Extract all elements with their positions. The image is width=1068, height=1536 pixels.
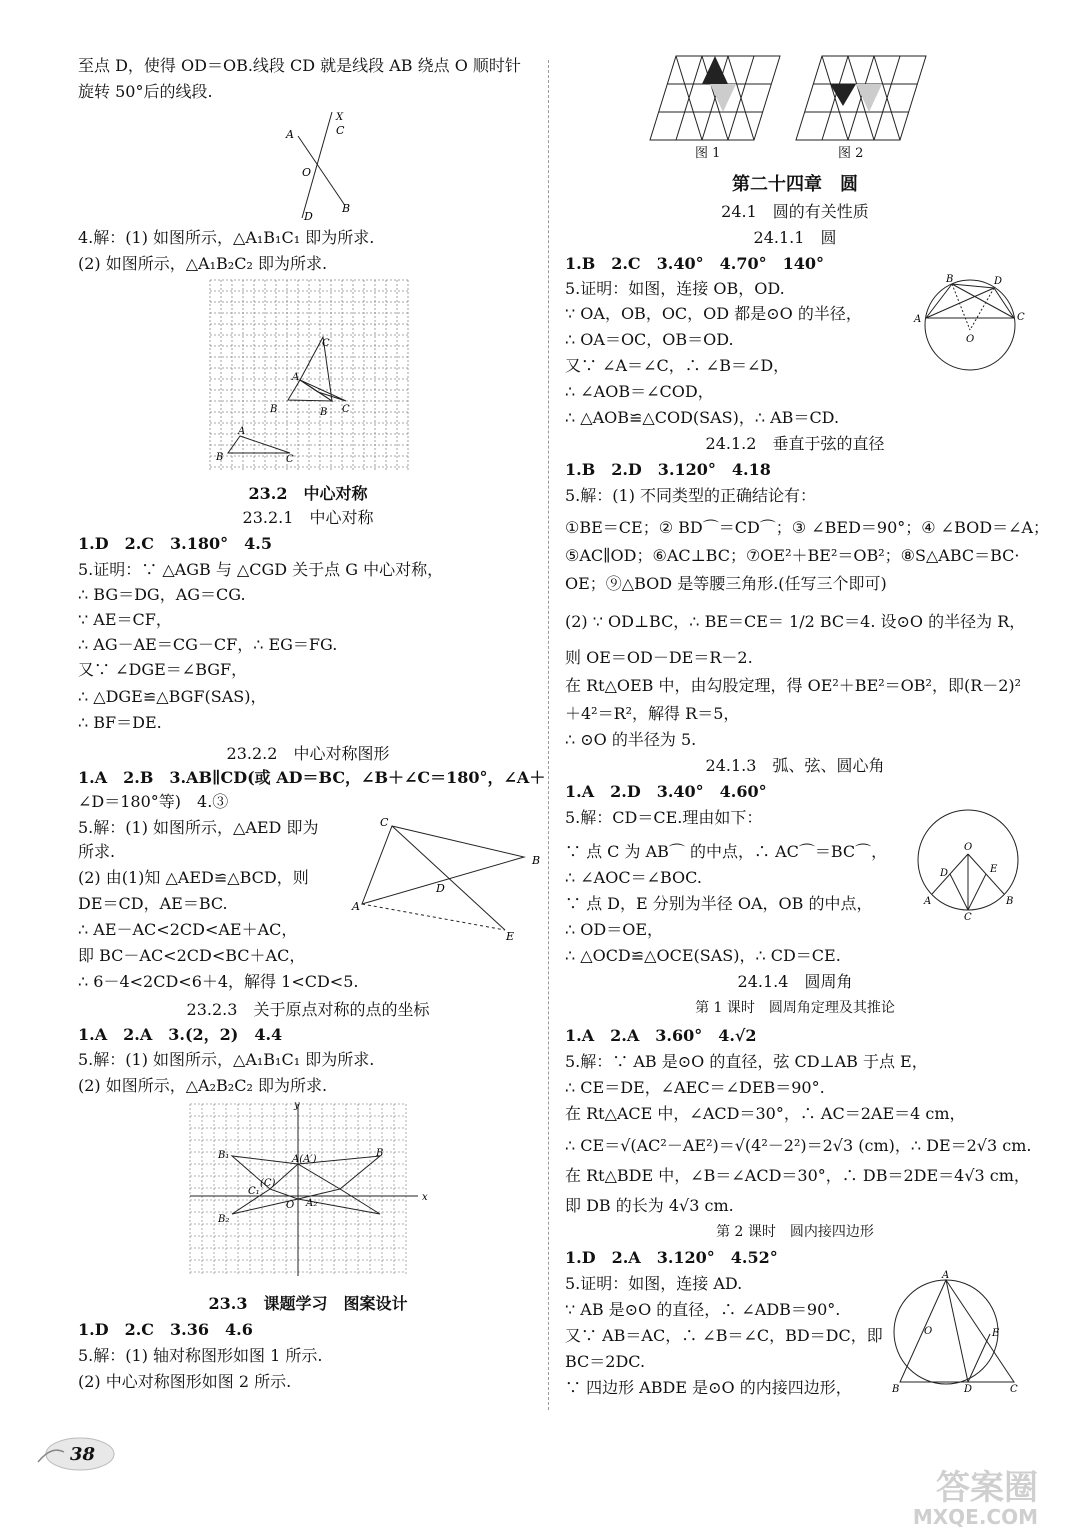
svg-text:B: B <box>376 1148 384 1159</box>
answers-line: 1.A 2.D 3.40° 4.60° <box>565 782 767 801</box>
svg-text:C: C <box>342 404 350 415</box>
svg-text:O: O <box>964 842 973 853</box>
svg-text:B: B <box>216 452 224 463</box>
watermark: 答案圈 MXQE.COM <box>912 1468 1038 1529</box>
left-line: ∴ BF＝DE. <box>78 713 162 732</box>
svg-text:A: A <box>238 426 246 437</box>
right-line: ①BE＝CE；② BD⌒＝CD⌒；③ ∠BED＝90°；④ ∠BOD＝∠A； <box>565 518 1050 537</box>
svg-text:B₂: B₂ <box>218 1214 230 1225</box>
left-line: (2) 由(1)知 △AED≌△BCD，则 <box>78 868 309 887</box>
left-line: (2) 如图所示，△A₂B₂C₂ 即为所求. <box>78 1076 328 1095</box>
left-line: 至点 D，使得 OD＝OB.线段 CD 就是线段 AB 绕点 O 顺时针 <box>78 56 521 75</box>
right-line: ∵ OA，OB，OC，OD 都是⊙O 的半径， <box>565 304 862 323</box>
section-heading: 23.3 课题学习 图案设计 <box>208 1294 408 1313</box>
left-line: ∠D＝180°等) 4.③ <box>78 792 229 811</box>
svg-text:B: B <box>342 202 351 215</box>
left-line: 5.解：(1) 如图所示，△AED 即为 <box>78 818 319 837</box>
circle-figure-1 <box>910 272 1050 382</box>
svg-text:E: E <box>992 1328 1000 1339</box>
answers-line: 1.D 2.A 3.120° 4.52° <box>565 1248 778 1267</box>
right-line: OE；⑨△BOD 是等腰三角形.(任写三个即可) <box>565 574 887 593</box>
svg-text:D: D <box>436 882 445 895</box>
answers-line: 1.D 2.C 3.36 4.6 <box>78 1320 253 1339</box>
right-line: ∵ 四边形 ABDE 是⊙O 的内接四边形， <box>565 1378 852 1397</box>
chapter-title: 第二十四章 圆 <box>732 174 858 195</box>
svg-text:B₁: B₁ <box>218 1150 230 1161</box>
lesson-heading: 第 1 课时 圆周角定理及其推论 <box>695 1000 895 1016</box>
svg-text:(C): (C) <box>260 1178 276 1189</box>
svg-text:E: E <box>990 864 998 875</box>
svg-text:B: B <box>946 274 954 285</box>
left-line: 旋转 50°后的线段. <box>78 82 213 101</box>
circle-figure-2 <box>912 808 1032 923</box>
right-line: ∵ AB 是⊙O 的直径，∴ ∠ADB＝90°. <box>565 1300 841 1319</box>
svg-text:C: C <box>380 816 389 829</box>
rotation-figure <box>280 108 360 223</box>
left-line: (2) 如图所示，△A₁B₂C₂ 即为所求. <box>78 254 328 273</box>
svg-text:A: A <box>914 314 922 325</box>
left-line: ∵ AE＝CF， <box>78 610 172 629</box>
svg-text:A: A <box>942 1270 950 1281</box>
right-line: ⑤AC∥OD；⑥AC⊥BC；⑦OE²＋BE²＝OB²；⑧S△ABC＝BC· <box>565 546 1020 565</box>
svg-text:E: E <box>506 930 515 943</box>
right-line: BC＝2DC. <box>565 1352 646 1371</box>
left-line: 所求. <box>78 842 116 861</box>
right-line: 在 Rt△OEB 中，由勾股定理，得 OE²＋BE²＝OB²，即(R－2)² <box>565 676 1022 695</box>
left-line: ∴ AE－AC<2CD<AE＋AC， <box>78 920 298 939</box>
figure-label: 图 2 <box>838 146 864 161</box>
left-line: 5.证明：∵ △AGB 与 △CGD 关于点 G 中心对称， <box>78 560 444 579</box>
right-line: ∴ ⊙O 的半径为 5. <box>565 730 697 749</box>
right-line: 5.解：(1) 不同类型的正确结论有： <box>565 486 817 505</box>
answers-line: 1.A 2.B 3.AB∥CD(或 AD＝BC，∠B＋∠C＝180°，∠A＋ <box>78 768 546 787</box>
right-line: 5.证明：如图，连接 AD. <box>565 1274 743 1293</box>
right-line: ∴ ∠AOB＝∠COD， <box>565 382 714 401</box>
answers-line: 1.D 2.C 3.180° 4.5 <box>78 534 272 553</box>
figure-label: 图 1 <box>695 146 721 161</box>
left-line: DE＝CD，AE＝BC. <box>78 894 228 913</box>
right-line: ∴ △OCD≌△OCE(SAS)，∴ CD＝CE. <box>565 946 841 965</box>
svg-text:A: A <box>924 896 932 907</box>
svg-text:C: C <box>964 912 972 923</box>
right-line: 则 OE＝OD－DE＝R－2. <box>565 648 753 667</box>
left-line: 4.解：(1) 如图所示，△A₁B₁C₁ 即为所求. <box>78 228 375 247</box>
left-line: 5.解：(1) 如图所示，△A₁B₁C₁ 即为所求. <box>78 1050 375 1069</box>
right-line: ∴ △AOB≌△COD(SAS)，∴ AB＝CD. <box>565 408 840 427</box>
right-line: 5.证明：如图，连接 OB，OD. <box>565 279 785 298</box>
svg-text:O: O <box>966 334 975 345</box>
svg-text:C: C <box>286 454 294 465</box>
left-line: ∴ BG＝DG，AG＝CG. <box>78 585 246 604</box>
page-number: 38 <box>70 1444 96 1465</box>
svg-text:C: C <box>336 124 345 137</box>
svg-text:A: A <box>292 372 300 383</box>
svg-text:B: B <box>892 1384 900 1395</box>
left-line: ∴ △DGE≌△BGF(SAS)， <box>78 687 267 706</box>
subsection-heading: 24.1.4 圆周角 <box>737 972 853 991</box>
svg-text:C: C <box>1017 312 1025 323</box>
svg-text:C: C <box>322 338 330 349</box>
left-line: (2) 中心对称图形如图 2 所示. <box>78 1372 292 1391</box>
svg-text:D: D <box>964 1384 973 1395</box>
svg-text:D: D <box>940 868 949 879</box>
left-line: 又∵ ∠DGE＝∠BGF， <box>78 660 248 679</box>
triangle-figure-aed <box>350 812 550 952</box>
svg-text:y: y <box>294 1100 300 1111</box>
svg-text:A: A <box>352 900 360 913</box>
svg-text:B: B <box>270 404 278 415</box>
subsection-heading: 24.1.3 弧、弦、圆心角 <box>705 756 885 775</box>
right-line: ∵ 点 D，E 分别为半径 OA，OB 的中点， <box>565 894 873 913</box>
subsection-heading: 23.2.1 中心对称 <box>242 508 374 527</box>
answers-line: 1.A 2.A 3.60° 4.√2 <box>565 1026 757 1045</box>
svg-text:D: D <box>994 276 1003 287</box>
subsection-heading: 23.2.2 中心对称图形 <box>226 744 390 763</box>
left-line: 即 BC－AC<2CD<BC＋AC， <box>78 946 306 965</box>
svg-text:A: A <box>286 128 294 141</box>
answers-line: 1.B 2.C 3.40° 4.70° 140° <box>565 254 825 273</box>
svg-text:A(A′): A(A′) <box>292 1154 317 1165</box>
section-heading: 24.1 圆的有关性质 <box>721 202 869 221</box>
right-line: ∵ 点 C 为 AB⌒ 的中点，∴ AC⌒＝BC⌒， <box>565 842 888 861</box>
right-line: ＋4²＝R²，解得 R＝5， <box>565 704 740 723</box>
right-line: 在 Rt△BDE 中，∠B＝∠ACD＝30°，∴ DB＝2DE＝4√3 cm， <box>565 1166 1030 1185</box>
subsection-heading: 23.2.3 关于原点对称的点的坐标 <box>186 1000 430 1019</box>
svg-text:x: x <box>422 1192 428 1203</box>
right-line: 又∵ AB＝AC，∴ ∠B＝∠C，BD＝DC，即 <box>565 1326 883 1345</box>
answers-line: 1.A 2.A 3.(2，2) 4.4 <box>78 1025 283 1044</box>
column-divider <box>548 60 549 1410</box>
answers-line: 1.B 2.D 3.120° 4.18 <box>565 460 771 479</box>
left-line: ∴ AG－AE＝CG－CF，∴ EG＝FG. <box>78 635 338 654</box>
right-line: ∴ ∠AOC＝∠BOC. <box>565 868 702 887</box>
right-line: ∴ OD＝OE， <box>565 920 664 939</box>
left-line: 5.解：(1) 轴对称图形如图 1 所示. <box>78 1346 323 1365</box>
left-line: ∴ 6－4<2CD<6＋4，解得 1<CD<5. <box>78 972 359 991</box>
svg-text:B: B <box>320 407 328 418</box>
right-line: 又∵ ∠A＝∠C，∴ ∠B＝∠D， <box>565 356 790 375</box>
pattern-figure-2 <box>796 56 926 140</box>
pattern-figure-1 <box>650 56 780 140</box>
svg-text:B: B <box>1006 896 1014 907</box>
right-line: 5.解：CD＝CE.理由如下： <box>565 808 763 827</box>
svg-text:C₁: C₁ <box>248 1186 260 1197</box>
svg-text:O: O <box>286 1200 295 1211</box>
subsection-heading: 24.1.1 圆 <box>753 228 837 247</box>
page-number-badge <box>30 1432 130 1472</box>
svg-text:O: O <box>302 166 312 179</box>
svg-text:D: D <box>304 210 313 223</box>
right-line: ∴ CE＝√(AC²－AE²)＝√(4²－2²)＝2√3 (cm)，∴ DE＝2√3 cm. <box>565 1136 1032 1155</box>
circle-figure-3 <box>880 1270 1030 1396</box>
right-line: 即 DB 的长为 4√3 cm. <box>565 1196 734 1215</box>
svg-text:X: X <box>336 112 344 123</box>
svg-text:C: C <box>1010 1384 1018 1395</box>
right-line: (2) ∵ OD⊥BC，∴ BE＝CE＝ 1/2 BC＝4. 设⊙O 的半径为 R， <box>565 612 1026 631</box>
subsection-heading: 24.1.2 垂直于弦的直径 <box>705 434 885 453</box>
svg-text:A₂: A₂ <box>306 1198 318 1209</box>
right-line: ∴ CE＝DE，∠AEC＝∠DEB＝90°. <box>565 1078 825 1097</box>
right-line: ∴ OA＝OC，OB＝OD. <box>565 330 734 349</box>
right-line: 在 Rt△ACE 中，∠ACD＝30°，∴ AC＝2AE＝4 cm， <box>565 1104 966 1123</box>
right-line: 5.解：∵ AB 是⊙O 的直径，弦 CD⊥AB 于点 E， <box>565 1052 928 1071</box>
grid-figure-rotation <box>210 280 410 474</box>
section-heading: 23.2 中心对称 <box>248 484 368 503</box>
coordinate-grid-figure <box>190 1100 428 1284</box>
svg-text:B: B <box>532 854 541 867</box>
lesson-heading: 第 2 课时 圆内接四边形 <box>716 1224 874 1240</box>
svg-text:O: O <box>924 1326 933 1337</box>
